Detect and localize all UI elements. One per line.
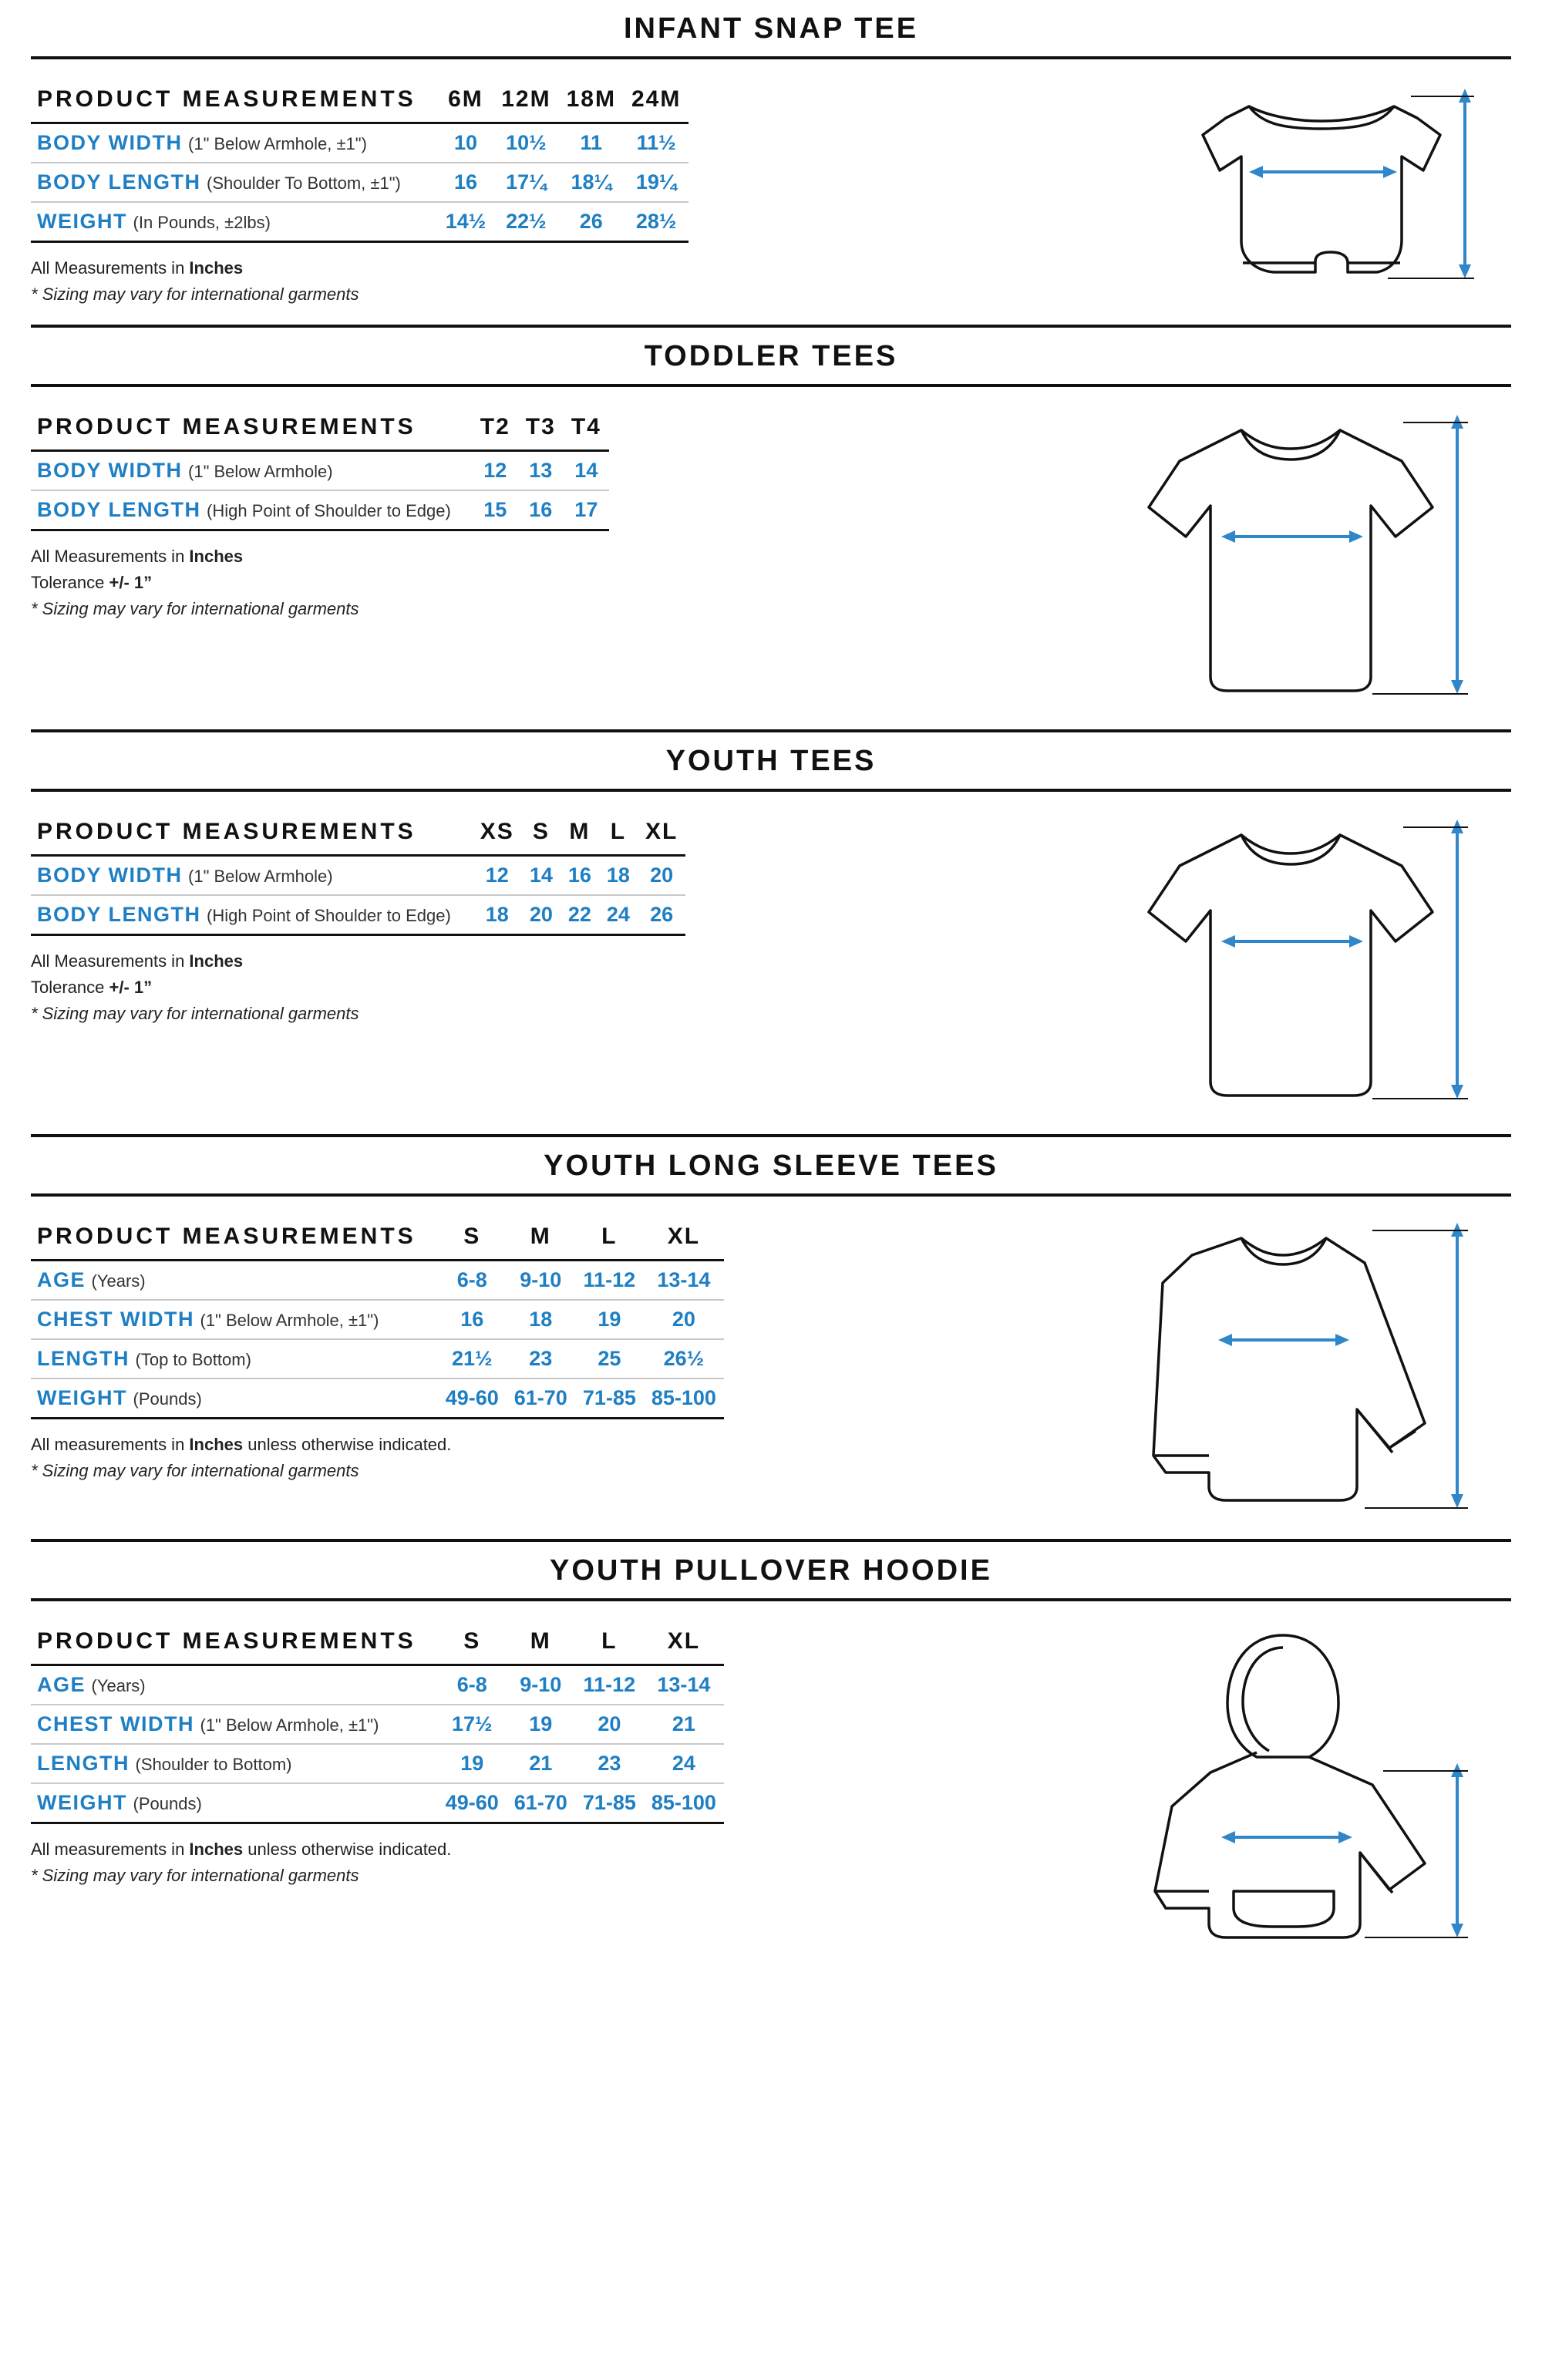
note-text: All measurements in <box>31 1840 190 1859</box>
size-chart-section <box>31 1134 1511 1539</box>
size-column-header: 24M <box>624 79 689 123</box>
garment-illustration-wrap <box>1118 1217 1511 1525</box>
measurement-label-cell <box>31 202 438 242</box>
note-text: Tolerance <box>31 978 109 998</box>
size-chart-section <box>31 1539 1511 1967</box>
measurement-label-cell <box>31 1744 438 1783</box>
size-column-header: 6M <box>438 79 494 123</box>
note-line <box>31 544 609 570</box>
measurement-value: 11 <box>559 123 624 163</box>
table-row <box>31 895 685 935</box>
size-column-header: XL <box>644 1621 724 1665</box>
measurement-value: 13-14 <box>644 1261 724 1301</box>
note-line <box>31 975 685 1001</box>
measurement-value: 49-60 <box>438 1379 507 1419</box>
measurement-value: 20 <box>644 1300 724 1339</box>
measurement-value: 11½ <box>624 123 689 163</box>
measurement-sublabel: (1" Below Armhole, ±1") <box>200 1715 379 1735</box>
measurement-label-cell <box>31 1261 438 1301</box>
size-column-header: S <box>522 812 561 856</box>
measurement-value: 17 <box>564 490 609 530</box>
measurement-value: 20 <box>638 856 685 896</box>
measurement-table <box>31 812 685 936</box>
garment-illustration-wrap <box>1156 79 1511 311</box>
measurement-sublabel: (Pounds) <box>133 1389 202 1409</box>
measurement-value: 49-60 <box>438 1783 507 1823</box>
size-column-header: T3 <box>518 407 564 451</box>
note-emphasis: +/- 1” <box>109 978 153 998</box>
measurement-value: 16 <box>438 1300 507 1339</box>
measurement-sublabel: (1" Below Armhole) <box>188 867 333 886</box>
size-column-header: 18M <box>559 79 624 123</box>
measurement-label: CHEST WIDTH <box>37 1308 194 1331</box>
section-title: TODDLER TEES <box>644 340 898 372</box>
note-text: * Sizing may vary for international garments <box>31 1461 359 1481</box>
measurement-label: CHEST WIDTH <box>37 1712 194 1735</box>
measurement-value: 9-10 <box>507 1665 575 1705</box>
table-row <box>31 1379 724 1419</box>
measurement-value: 12 <box>473 856 522 896</box>
measurement-table-wrap <box>31 407 609 622</box>
note-text: * Sizing may vary for international garments <box>31 1866 359 1886</box>
measurement-sublabel: (Shoulder to Bottom) <box>135 1755 292 1774</box>
measurement-label: BODY WIDTH <box>37 863 183 887</box>
measurement-table-wrap <box>31 79 689 308</box>
section-title: YOUTH TEES <box>665 745 877 777</box>
section-body <box>31 59 1511 325</box>
tee-illustration <box>1126 407 1480 715</box>
measurement-table-wrap <box>31 812 685 1027</box>
note-text: All Measurements in <box>31 547 190 566</box>
measurement-value: 14 <box>522 856 561 896</box>
measurement-label: BODY LENGTH <box>37 903 201 926</box>
measurement-value: 10 <box>438 123 494 163</box>
note-text: All measurements in <box>31 1435 190 1454</box>
measurement-value: 16 <box>518 490 564 530</box>
note-emphasis: Inches <box>189 258 244 278</box>
measurement-value: 18¼ <box>559 163 624 202</box>
measurement-value: 23 <box>507 1339 575 1379</box>
size-column-header: XS <box>473 812 522 856</box>
size-column-header: L <box>575 1217 644 1261</box>
measurement-value: 20 <box>522 895 561 935</box>
measurement-value: 24 <box>644 1744 724 1783</box>
measurement-value: 18 <box>599 856 638 896</box>
measurement-sublabel: (Pounds) <box>133 1794 202 1813</box>
product-measurements-header: PRODUCT MEASUREMENTS <box>31 79 438 123</box>
measurement-label-cell <box>31 163 438 202</box>
measurement-value: 85-100 <box>644 1379 724 1419</box>
size-column-header: T4 <box>564 407 609 451</box>
note-text-tail: unless otherwise indicated. <box>243 1840 452 1859</box>
measurement-value: 23 <box>575 1744 644 1783</box>
section-notes <box>31 531 609 622</box>
measurement-label-cell <box>31 895 473 935</box>
note-emphasis: Inches <box>189 1840 244 1859</box>
measurement-label-cell <box>31 451 473 491</box>
measurement-table <box>31 1217 724 1419</box>
measurement-table-wrap <box>31 1621 724 1889</box>
section-notes <box>31 1419 724 1484</box>
note-text: * Sizing may vary for international garments <box>31 1004 359 1024</box>
hoodie-illustration <box>1118 1621 1480 1953</box>
measurement-label-cell <box>31 1300 438 1339</box>
size-column-header: M <box>507 1621 575 1665</box>
section-title: INFANT SNAP TEE <box>623 12 919 45</box>
measurement-label-cell <box>31 490 473 530</box>
measurement-sublabel: (Top to Bottom) <box>135 1350 251 1369</box>
garment-illustration-wrap <box>1126 812 1511 1120</box>
measurement-sublabel: (Years) <box>91 1271 146 1291</box>
table-row <box>31 163 689 202</box>
measurement-value: 6-8 <box>438 1261 507 1301</box>
table-row <box>31 1705 724 1744</box>
measurement-value: 24 <box>599 895 638 935</box>
table-header-row <box>31 79 689 123</box>
note-text: Tolerance <box>31 573 109 593</box>
size-column-header: M <box>561 812 599 856</box>
measurement-value: 18 <box>507 1300 575 1339</box>
note-text-tail: unless otherwise indicated. <box>243 1435 452 1454</box>
measurement-value: 19¼ <box>624 163 689 202</box>
measurement-sublabel: (High Point of Shoulder to Edge) <box>207 501 451 520</box>
table-row <box>31 1744 724 1783</box>
measurement-table-wrap <box>31 1217 724 1484</box>
measurement-label-cell <box>31 1379 438 1419</box>
size-column-header: S <box>438 1621 507 1665</box>
measurement-value: 61-70 <box>507 1783 575 1823</box>
measurement-sublabel: (1" Below Armhole, ±1") <box>200 1311 379 1330</box>
measurement-value: 19 <box>575 1300 644 1339</box>
measurement-value: 25 <box>575 1339 644 1379</box>
measurement-value: 71-85 <box>575 1379 644 1419</box>
measurement-value: 26 <box>638 895 685 935</box>
note-line <box>31 1001 685 1027</box>
table-header-row <box>31 1621 724 1665</box>
measurement-value: 15 <box>473 490 518 530</box>
note-emphasis: Inches <box>189 547 244 566</box>
note-text: All Measurements in <box>31 258 190 278</box>
measurement-label: WEIGHT <box>37 1791 127 1814</box>
size-column-header: XL <box>638 812 685 856</box>
note-line <box>31 1863 724 1889</box>
measurement-value: 85-100 <box>644 1783 724 1823</box>
size-column-header: T2 <box>473 407 518 451</box>
measurement-value: 22½ <box>493 202 558 242</box>
measurement-label-cell <box>31 1783 438 1823</box>
table-row <box>31 1665 724 1705</box>
measurement-value: 21 <box>644 1705 724 1744</box>
table-row <box>31 856 685 896</box>
measurement-value: 6-8 <box>438 1665 507 1705</box>
measurement-value: 14 <box>564 451 609 491</box>
measurement-sublabel: (1" Below Armhole, ±1") <box>188 134 367 153</box>
measurement-label-cell <box>31 123 438 163</box>
note-line <box>31 1836 724 1863</box>
table-header-row <box>31 1217 724 1261</box>
size-column-header: 12M <box>493 79 558 123</box>
section-body <box>31 387 1511 729</box>
product-measurements-header: PRODUCT MEASUREMENTS <box>31 407 473 451</box>
long-sleeve-illustration <box>1118 1217 1480 1525</box>
section-title: YOUTH LONG SLEEVE TEES <box>544 1150 998 1182</box>
table-header-row <box>31 812 685 856</box>
note-line <box>31 570 609 596</box>
measurement-label: AGE <box>37 1268 86 1291</box>
note-line <box>31 596 609 622</box>
measurement-label: BODY LENGTH <box>37 498 201 521</box>
measurement-value: 19 <box>507 1705 575 1744</box>
size-chart-section <box>31 0 1511 325</box>
table-row <box>31 123 689 163</box>
measurement-label: BODY WIDTH <box>37 131 183 154</box>
table-row <box>31 1783 724 1823</box>
note-line <box>31 1458 724 1484</box>
measurement-sublabel: (Shoulder To Bottom, ±1") <box>207 173 401 193</box>
measurement-table <box>31 79 689 243</box>
size-column-header: S <box>438 1217 507 1261</box>
table-row <box>31 1300 724 1339</box>
tee-illustration <box>1126 812 1480 1120</box>
measurement-table <box>31 1621 724 1824</box>
measurement-label: WEIGHT <box>37 1386 127 1409</box>
measurement-value: 19 <box>438 1744 507 1783</box>
measurement-value: 16 <box>561 856 599 896</box>
measurement-value: 26½ <box>644 1339 724 1379</box>
note-line <box>31 281 689 308</box>
size-column-header: XL <box>644 1217 724 1261</box>
measurement-label-cell <box>31 1705 438 1744</box>
measurement-label: WEIGHT <box>37 210 127 233</box>
measurement-value: 21½ <box>438 1339 507 1379</box>
section-body <box>31 792 1511 1134</box>
measurement-value: 21 <box>507 1744 575 1783</box>
measurement-value: 10½ <box>493 123 558 163</box>
table-header-row <box>31 407 609 451</box>
measurement-value: 18 <box>473 895 522 935</box>
measurement-value: 12 <box>473 451 518 491</box>
size-chart-section <box>31 325 1511 729</box>
note-line <box>31 1432 724 1458</box>
note-emphasis: Inches <box>189 951 244 971</box>
product-measurements-header: PRODUCT MEASUREMENTS <box>31 812 473 856</box>
note-line <box>31 948 685 975</box>
measurement-label: BODY LENGTH <box>37 170 201 194</box>
measurement-value: 26 <box>559 202 624 242</box>
section-title: YOUTH PULLOVER HOODIE <box>550 1554 992 1587</box>
measurement-value: 22 <box>561 895 599 935</box>
size-column-header: M <box>507 1217 575 1261</box>
section-notes <box>31 936 685 1027</box>
section-body <box>31 1601 1511 1967</box>
measurement-value: 13 <box>518 451 564 491</box>
table-row <box>31 451 609 491</box>
table-row <box>31 490 609 530</box>
measurement-value: 14½ <box>438 202 494 242</box>
measurement-label-cell <box>31 1339 438 1379</box>
note-emphasis: Inches <box>189 1435 244 1454</box>
measurement-value: 20 <box>575 1705 644 1744</box>
size-column-header: L <box>599 812 638 856</box>
measurement-value: 9-10 <box>507 1261 575 1301</box>
measurement-label: BODY WIDTH <box>37 459 183 482</box>
measurement-value: 11-12 <box>575 1665 644 1705</box>
garment-illustration-wrap <box>1118 1621 1511 1953</box>
table-row <box>31 1339 724 1379</box>
size-column-header: L <box>575 1621 644 1665</box>
section-notes <box>31 243 689 308</box>
measurement-value: 11-12 <box>575 1261 644 1301</box>
note-line <box>31 255 689 281</box>
table-row <box>31 202 689 242</box>
measurement-value: 17½ <box>438 1705 507 1744</box>
size-chart-section <box>31 729 1511 1134</box>
product-measurements-header: PRODUCT MEASUREMENTS <box>31 1217 438 1261</box>
measurement-label: LENGTH <box>37 1347 130 1370</box>
measurement-sublabel: (1" Below Armhole) <box>188 462 333 481</box>
measurement-value: 71-85 <box>575 1783 644 1823</box>
measurement-sublabel: (Years) <box>91 1676 146 1695</box>
note-text: * Sizing may vary for international garments <box>31 284 359 305</box>
onesie-illustration <box>1156 79 1480 311</box>
measurement-label: LENGTH <box>37 1752 130 1775</box>
measurement-value: 17¼ <box>493 163 558 202</box>
section-notes <box>31 1824 724 1889</box>
note-text: * Sizing may vary for international garments <box>31 599 359 619</box>
measurement-label-cell <box>31 856 473 896</box>
measurement-table <box>31 407 609 531</box>
measurement-value: 13-14 <box>644 1665 724 1705</box>
measurement-sublabel: (In Pounds, ±2lbs) <box>133 213 271 232</box>
section-body <box>31 1197 1511 1539</box>
product-measurements-header: PRODUCT MEASUREMENTS <box>31 1621 438 1665</box>
measurement-value: 28½ <box>624 202 689 242</box>
measurement-value: 16 <box>438 163 494 202</box>
note-emphasis: +/- 1” <box>109 573 153 593</box>
garment-illustration-wrap <box>1126 407 1511 715</box>
note-text: All Measurements in <box>31 951 190 971</box>
table-row <box>31 1261 724 1301</box>
measurement-value: 61-70 <box>507 1379 575 1419</box>
measurement-sublabel: (High Point of Shoulder to Edge) <box>207 906 451 925</box>
measurement-label-cell <box>31 1665 438 1705</box>
measurement-label: AGE <box>37 1673 86 1696</box>
